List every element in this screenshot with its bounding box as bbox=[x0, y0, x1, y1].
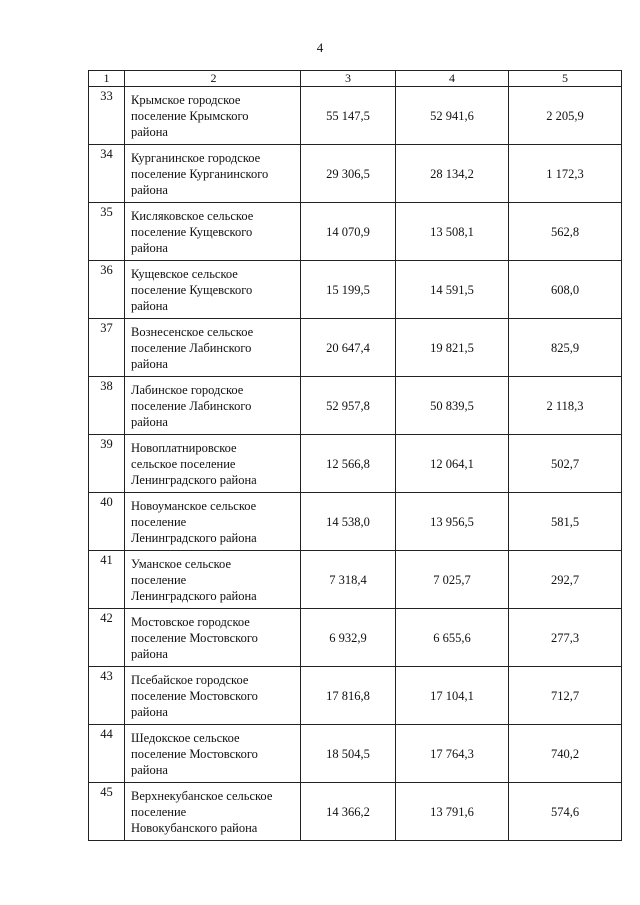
value-column-3: 52 957,8 bbox=[301, 377, 396, 435]
row-number: 40 bbox=[89, 493, 125, 551]
settlement-name-line: района bbox=[131, 298, 168, 313]
settlement-name-line: района bbox=[131, 646, 168, 661]
value-column-5: 608,0 bbox=[509, 261, 622, 319]
value-column-4: 17 104,1 bbox=[396, 667, 509, 725]
settlement-name-line: Псебайское городское bbox=[131, 672, 249, 687]
table-row bbox=[89, 609, 622, 667]
settlement-name-line: района bbox=[131, 414, 168, 429]
settlement-name-line: поселение bbox=[131, 572, 187, 587]
value-column-3: 12 566,8 bbox=[301, 435, 396, 493]
column-header-5: 5 bbox=[509, 71, 622, 87]
settlement-name-cell bbox=[125, 145, 301, 203]
settlement-name-line: поселение Курганинского bbox=[131, 166, 269, 181]
settlement-name-cell bbox=[125, 87, 301, 145]
value-column-4: 13 956,5 bbox=[396, 493, 509, 551]
settlement-name-cell bbox=[125, 319, 301, 377]
row-number: 35 bbox=[89, 203, 125, 261]
value-column-3: 18 504,5 bbox=[301, 725, 396, 783]
table-row bbox=[89, 261, 622, 319]
settlement-name-line: поселение Мостовского bbox=[131, 746, 258, 761]
page-number: 4 bbox=[316, 40, 324, 55]
value-column-3: 29 306,5 bbox=[301, 145, 396, 203]
value-column-3: 15 199,5 bbox=[301, 261, 396, 319]
settlement-name-line: района bbox=[131, 704, 168, 719]
settlement-name-line: Уманское сельское bbox=[131, 556, 231, 571]
value-column-5: 581,5 bbox=[509, 493, 622, 551]
value-column-5: 292,7 bbox=[509, 551, 622, 609]
settlement-name-line: поселение Мостовского bbox=[131, 630, 258, 645]
settlement-name-line: Новоплатнировское bbox=[131, 440, 237, 455]
value-column-4: 7 025,7 bbox=[396, 551, 509, 609]
settlement-name-cell bbox=[125, 667, 301, 725]
table-row bbox=[89, 783, 622, 841]
value-column-4: 52 941,6 bbox=[396, 87, 509, 145]
value-column-5: 562,8 bbox=[509, 203, 622, 261]
table-row bbox=[89, 667, 622, 725]
value-column-5: 502,7 bbox=[509, 435, 622, 493]
row-number: 38 bbox=[89, 377, 125, 435]
value-column-4: 28 134,2 bbox=[396, 145, 509, 203]
table-row bbox=[89, 319, 622, 377]
table-body bbox=[89, 87, 622, 841]
value-column-3: 14 366,2 bbox=[301, 783, 396, 841]
settlement-name-line: Лабинское городское bbox=[131, 382, 244, 397]
settlement-name-line: Новокубанского района bbox=[131, 820, 258, 835]
settlement-name-line: Курганинское городское bbox=[131, 150, 261, 165]
value-column-3: 20 647,4 bbox=[301, 319, 396, 377]
settlement-name-line: поселение bbox=[131, 804, 187, 819]
settlement-name-line: Ленинградского района bbox=[131, 530, 257, 545]
column-header-4: 4 bbox=[396, 71, 509, 87]
table-row bbox=[89, 435, 622, 493]
row-number: 36 bbox=[89, 261, 125, 319]
value-column-3: 7 318,4 bbox=[301, 551, 396, 609]
value-column-4: 6 655,6 bbox=[396, 609, 509, 667]
value-column-4: 50 839,5 bbox=[396, 377, 509, 435]
table-row bbox=[89, 87, 622, 145]
settlement-name-cell bbox=[125, 203, 301, 261]
value-column-5: 2 205,9 bbox=[509, 87, 622, 145]
value-column-3: 14 070,9 bbox=[301, 203, 396, 261]
value-column-5: 277,3 bbox=[509, 609, 622, 667]
table-row bbox=[89, 725, 622, 783]
settlement-name-cell bbox=[125, 725, 301, 783]
settlement-name-line: Ленинградского района bbox=[131, 588, 257, 603]
table-header-row bbox=[89, 71, 622, 87]
row-number: 45 bbox=[89, 783, 125, 841]
settlement-name-line: Крымское городское bbox=[131, 92, 241, 107]
value-column-3: 17 816,8 bbox=[301, 667, 396, 725]
table-row bbox=[89, 551, 622, 609]
value-column-3: 55 147,5 bbox=[301, 87, 396, 145]
value-column-4: 12 064,1 bbox=[396, 435, 509, 493]
settlement-name-line: района bbox=[131, 124, 168, 139]
settlement-name-line: Кущевское сельское bbox=[131, 266, 238, 281]
settlement-name-cell bbox=[125, 783, 301, 841]
value-column-5: 1 172,3 bbox=[509, 145, 622, 203]
settlement-name-line: района bbox=[131, 356, 168, 371]
settlement-name-cell bbox=[125, 377, 301, 435]
settlement-name-cell bbox=[125, 609, 301, 667]
row-number: 43 bbox=[89, 667, 125, 725]
table-row bbox=[89, 203, 622, 261]
value-column-3: 6 932,9 bbox=[301, 609, 396, 667]
settlement-name-line: района bbox=[131, 240, 168, 255]
column-header-1: 1 bbox=[89, 71, 125, 87]
settlement-name-line: поселение Кущевского bbox=[131, 282, 253, 297]
settlement-name-line: Ленинградского района bbox=[131, 472, 257, 487]
value-column-4: 17 764,3 bbox=[396, 725, 509, 783]
data-table bbox=[88, 70, 622, 841]
settlement-name-line: поселение Лабинского bbox=[131, 398, 252, 413]
settlement-name-line: поселение Лабинского bbox=[131, 340, 252, 355]
value-column-3: 14 538,0 bbox=[301, 493, 396, 551]
value-column-5: 712,7 bbox=[509, 667, 622, 725]
value-column-5: 740,2 bbox=[509, 725, 622, 783]
settlement-name-line: Вознесенское сельское bbox=[131, 324, 254, 339]
value-column-5: 574,6 bbox=[509, 783, 622, 841]
settlement-name-cell bbox=[125, 435, 301, 493]
settlement-name-cell bbox=[125, 551, 301, 609]
settlement-name-line: поселение Мостовского bbox=[131, 688, 258, 703]
row-number: 42 bbox=[89, 609, 125, 667]
settlement-name-line: Новоуманское сельское bbox=[131, 498, 257, 513]
table-row bbox=[89, 493, 622, 551]
row-number: 41 bbox=[89, 551, 125, 609]
table-row bbox=[89, 377, 622, 435]
row-number: 33 bbox=[89, 87, 125, 145]
value-column-5: 2 118,3 bbox=[509, 377, 622, 435]
settlement-name-cell bbox=[125, 261, 301, 319]
table-row bbox=[89, 145, 622, 203]
value-column-5: 825,9 bbox=[509, 319, 622, 377]
settlement-name-line: поселение Крымского bbox=[131, 108, 249, 123]
value-column-4: 19 821,5 bbox=[396, 319, 509, 377]
settlement-name-line: поселение bbox=[131, 514, 187, 529]
value-column-4: 14 591,5 bbox=[396, 261, 509, 319]
column-header-2: 2 bbox=[125, 71, 301, 87]
settlement-name-line: поселение Кущевского bbox=[131, 224, 253, 239]
settlement-name-line: Кисляковское сельское bbox=[131, 208, 254, 223]
row-number: 34 bbox=[89, 145, 125, 203]
settlement-name-line: Шедокское сельское bbox=[131, 730, 240, 745]
settlement-name-line: Верхнекубанское сельское bbox=[131, 788, 273, 803]
row-number: 44 bbox=[89, 725, 125, 783]
settlement-name-cell bbox=[125, 493, 301, 551]
row-number: 39 bbox=[89, 435, 125, 493]
value-column-4: 13 791,6 bbox=[396, 783, 509, 841]
settlement-name-line: района bbox=[131, 762, 168, 777]
column-header-3: 3 bbox=[301, 71, 396, 87]
settlement-name-line: района bbox=[131, 182, 168, 197]
row-number: 37 bbox=[89, 319, 125, 377]
settlement-name-line: сельское поселение bbox=[131, 456, 236, 471]
settlement-name-line: Мостовское городское bbox=[131, 614, 250, 629]
value-column-4: 13 508,1 bbox=[396, 203, 509, 261]
